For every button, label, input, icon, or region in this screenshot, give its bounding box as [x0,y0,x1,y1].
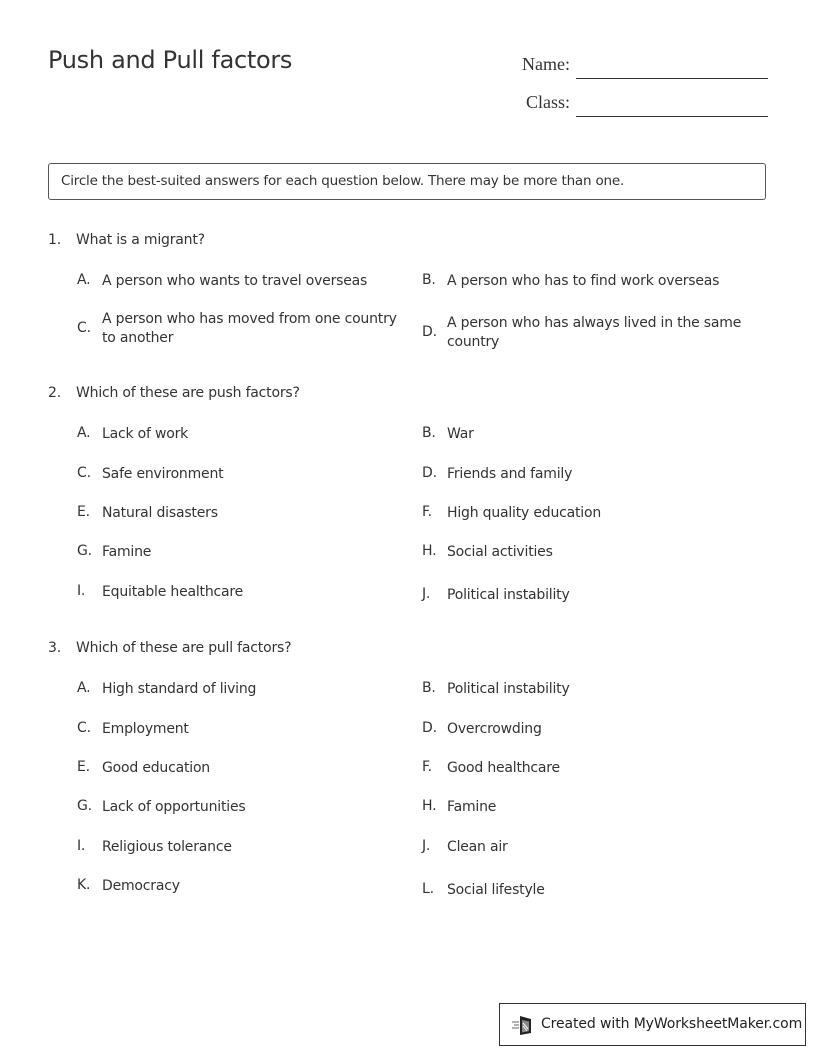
option-letter: G. [77,543,92,559]
option-text: Social lifestyle [447,882,545,898]
option-text: Famine [447,799,497,815]
option-text: A person who has to find work overseas [447,273,720,289]
option-text: Lack of opportunities [102,799,246,815]
option-letter: B. [422,272,436,288]
option-letter: C. [77,320,91,336]
option-text: Good healthcare [447,760,560,776]
option-letter: D. [422,720,437,736]
option-letter: F. [422,759,432,775]
option-letter: D. [422,324,437,340]
option-text: Friends and family [447,466,573,482]
option-letter: F. [422,504,432,520]
option-letter: J. [422,838,431,854]
option-letter: C. [77,720,91,736]
name-field[interactable] [500,50,768,80]
option-text: Social activities [447,544,553,560]
option-letter: H. [422,543,437,559]
option-letter: A. [77,272,91,288]
option-letter: C. [77,465,91,481]
option-letter: L. [422,881,434,897]
question-text: Which of these are pull factors? [76,640,292,656]
name-blank-line[interactable] [576,78,768,79]
instructions-box [48,163,766,200]
option-letter: E. [77,759,90,775]
instructions-text: Circle the best-suited answers for each question below. There may be more than one. [61,173,625,189]
option-text: Employment [102,721,189,737]
class-label: Class: [525,92,570,112]
option-text: Equitable healthcare [102,584,244,600]
question-text: Which of these are push factors? [76,385,300,401]
worksheet-title: Push and Pull factors [48,46,293,74]
option-text: Good education [102,760,210,776]
option-text: Democracy [102,878,180,894]
option-text: A person who wants to travel overseas [102,273,368,289]
option-text: Political instability [447,587,570,603]
option-text: Political instability [447,681,570,697]
option-letter: A. [77,680,91,696]
option-letter: I. [77,838,86,854]
option-text: Overcrowding [447,721,542,737]
option-letter: I. [77,583,86,599]
option-letter: H. [422,798,437,814]
option-text: War [447,426,474,442]
option-text: Natural disasters [102,505,218,521]
option-letter: A. [77,425,91,441]
option-text: Lack of work [102,426,189,442]
option-letter: D. [422,465,437,481]
question-number: 3. [48,640,61,656]
option-letter: G. [77,798,92,814]
footer-badge[interactable] [499,1003,806,1046]
class-blank-line[interactable] [576,116,768,117]
option-text: Clean air [447,839,508,855]
option-text: Safe environment [102,466,224,482]
option-letter: J. [422,586,431,602]
option-text: A person who has moved from one country to another [102,311,397,346]
question-number: 1. [48,232,61,248]
option-letter: K. [77,877,91,893]
question-text: What is a migrant? [76,232,205,248]
name-label: Name: [522,54,570,74]
option-text: Religious tolerance [102,839,232,855]
footer-text: Created with MyWorksheetMaker.com [541,1016,803,1032]
option-letter: B. [422,425,436,441]
option-letter: E. [77,504,90,520]
option-text: High standard of living [102,681,257,697]
option-text: A person who has always lived in the same country [447,315,742,350]
class-field[interactable] [500,88,768,118]
option-text: High quality education [447,505,602,521]
option-text: Famine [102,544,152,560]
option-letter: B. [422,680,436,696]
worksheet-logo-icon [511,1014,535,1036]
question-number: 2. [48,385,61,401]
